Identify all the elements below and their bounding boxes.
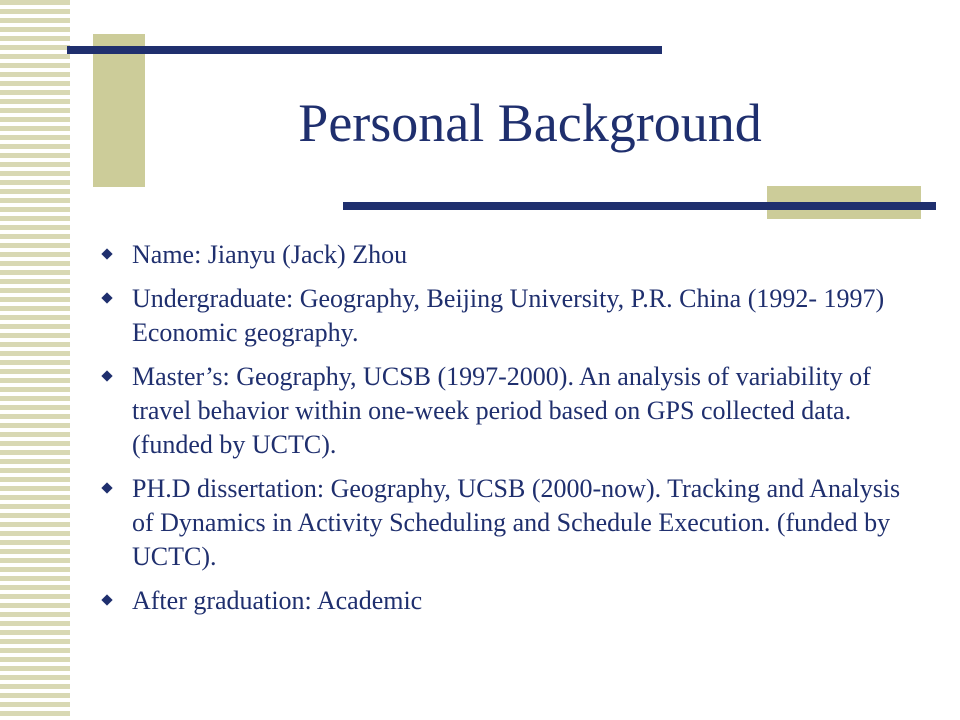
- bullet-item-name: [100, 238, 920, 272]
- bullet-list: [100, 238, 920, 628]
- slide-title: Personal Background: [298, 93, 762, 153]
- bullet-text: PH.D dissertation: Geography, UCSB (2000-now). Tracking and Analysis of Dynamics in Activity Scheduling and Schedule Execution. (funded by UCTC).: [132, 474, 901, 571]
- bullet-text: Name: Jianyu (Jack) Zhou: [132, 240, 408, 269]
- diamond-bullet-icon: [101, 370, 112, 381]
- diamond-bullet-icon: [101, 292, 112, 303]
- bullet-text: After graduation: Academic: [132, 586, 423, 615]
- bullet-text: Master’s: Geography, UCSB (1997-2000). An analysis of variability of travel behavior within one-week period based on GPS collected data. (funded by UCTC).: [132, 362, 871, 459]
- bullet-item-after-graduation: [100, 584, 920, 618]
- left-stripe-decoration: [0, 0, 70, 720]
- tan-block-left-decoration: [93, 34, 145, 187]
- bullet-text: Undergraduate: Geography, Beijing University, P.R. China (1992- 1997) Economic geography.: [132, 284, 885, 347]
- bullet-item-masters: [100, 360, 920, 462]
- diamond-bullet-icon: [101, 248, 112, 259]
- bullet-item-undergraduate: [100, 282, 920, 350]
- diamond-bullet-icon: [101, 482, 112, 493]
- bottom-navy-bar-decoration: [343, 202, 936, 210]
- top-navy-bar-decoration: [67, 46, 662, 54]
- diamond-bullet-icon: [101, 594, 112, 605]
- bullet-item-phd: [100, 472, 920, 574]
